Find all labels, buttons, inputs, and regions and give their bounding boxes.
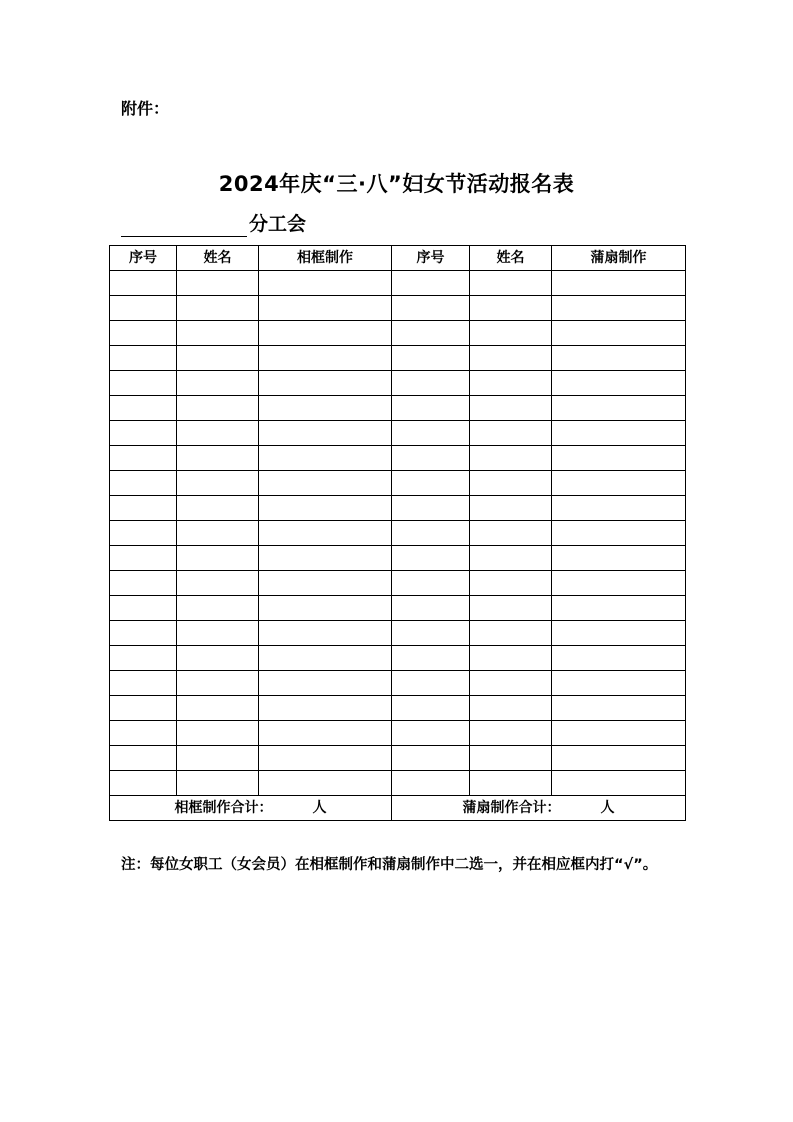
frame-check-cell[interactable] xyxy=(259,321,392,346)
serial-left-cell[interactable] xyxy=(110,696,177,721)
serial-left-cell[interactable] xyxy=(110,346,177,371)
fan-check-cell[interactable] xyxy=(552,521,686,546)
fan-check-cell[interactable] xyxy=(552,496,686,521)
serial-right-cell[interactable] xyxy=(392,496,470,521)
fan-check-cell[interactable] xyxy=(552,371,686,396)
name-right-cell[interactable] xyxy=(470,421,552,446)
table-row xyxy=(110,371,686,396)
name-left-cell[interactable] xyxy=(177,696,259,721)
serial-right-cell[interactable] xyxy=(392,546,470,571)
name-left-cell[interactable] xyxy=(177,296,259,321)
fan-check-cell[interactable] xyxy=(552,671,686,696)
frame-check-cell[interactable] xyxy=(259,471,392,496)
header-serial-left: 序号 xyxy=(110,246,177,271)
frame-check-cell[interactable] xyxy=(259,396,392,421)
frame-check-cell[interactable] xyxy=(259,521,392,546)
name-left-cell[interactable] xyxy=(177,771,259,796)
table-body xyxy=(110,271,686,796)
table-row xyxy=(110,496,686,521)
serial-right-cell[interactable] xyxy=(392,571,470,596)
serial-right-cell[interactable] xyxy=(392,521,470,546)
fan-check-cell[interactable] xyxy=(552,696,686,721)
serial-right-cell[interactable] xyxy=(392,746,470,771)
fan-check-cell[interactable] xyxy=(552,421,686,446)
header-serial-right: 序号 xyxy=(392,246,470,271)
table-row xyxy=(110,521,686,546)
table-row xyxy=(110,421,686,446)
name-left-cell[interactable] xyxy=(177,746,259,771)
table-row xyxy=(110,296,686,321)
serial-left-cell[interactable] xyxy=(110,371,177,396)
frame-check-cell[interactable] xyxy=(259,721,392,746)
serial-left-cell[interactable] xyxy=(110,771,177,796)
name-right-cell[interactable] xyxy=(470,696,552,721)
table-row xyxy=(110,446,686,471)
serial-right-cell[interactable] xyxy=(392,771,470,796)
frame-check-cell[interactable] xyxy=(259,496,392,521)
serial-right-cell[interactable] xyxy=(392,696,470,721)
fan-check-cell[interactable] xyxy=(552,621,686,646)
serial-right-cell[interactable] xyxy=(392,596,470,621)
fan-check-cell[interactable] xyxy=(552,596,686,621)
fan-check-cell[interactable] xyxy=(552,321,686,346)
name-right-cell[interactable] xyxy=(470,296,552,321)
serial-right-cell[interactable] xyxy=(392,296,470,321)
name-right-cell[interactable] xyxy=(470,521,552,546)
frame-check-cell[interactable] xyxy=(259,571,392,596)
frame-check-cell[interactable] xyxy=(259,746,392,771)
fan-check-cell[interactable] xyxy=(552,721,686,746)
name-left-cell[interactable] xyxy=(177,346,259,371)
serial-right-cell[interactable] xyxy=(392,671,470,696)
header-fan-making: 蒲扇制作 xyxy=(552,246,686,271)
attachment-label: 附件： xyxy=(121,99,170,118)
name-right-cell[interactable] xyxy=(470,571,552,596)
name-right-cell[interactable] xyxy=(470,771,552,796)
serial-left-cell[interactable] xyxy=(110,296,177,321)
frame-check-cell[interactable] xyxy=(259,771,392,796)
frame-check-cell[interactable] xyxy=(259,271,392,296)
header-name-left: 姓名 xyxy=(177,246,259,271)
name-left-cell[interactable] xyxy=(177,446,259,471)
frame-check-cell[interactable] xyxy=(259,671,392,696)
branch-suffix: 分工会 xyxy=(249,213,307,235)
serial-right-cell[interactable] xyxy=(392,471,470,496)
fan-check-cell[interactable] xyxy=(552,346,686,371)
table-row xyxy=(110,271,686,296)
serial-left-cell[interactable] xyxy=(110,546,177,571)
fan-check-cell[interactable] xyxy=(552,571,686,596)
name-right-cell[interactable] xyxy=(470,371,552,396)
table-row xyxy=(110,571,686,596)
serial-right-cell[interactable] xyxy=(392,446,470,471)
table-row xyxy=(110,746,686,771)
frame-check-cell[interactable] xyxy=(259,346,392,371)
serial-left-cell[interactable] xyxy=(110,321,177,346)
name-right-cell[interactable] xyxy=(470,396,552,421)
name-left-cell[interactable] xyxy=(177,571,259,596)
name-left-cell[interactable] xyxy=(177,421,259,446)
name-left-cell[interactable] xyxy=(177,521,259,546)
serial-left-cell[interactable] xyxy=(110,446,177,471)
name-right-cell[interactable] xyxy=(470,446,552,471)
name-left-cell[interactable] xyxy=(177,271,259,296)
table-row xyxy=(110,721,686,746)
name-left-cell[interactable] xyxy=(177,596,259,621)
serial-left-cell[interactable] xyxy=(110,646,177,671)
name-right-cell[interactable] xyxy=(470,646,552,671)
table-row xyxy=(110,546,686,571)
table-row xyxy=(110,346,686,371)
serial-left-cell[interactable] xyxy=(110,271,177,296)
fan-check-cell[interactable] xyxy=(552,646,686,671)
table-row xyxy=(110,596,686,621)
serial-right-cell[interactable] xyxy=(392,646,470,671)
frame-check-cell[interactable] xyxy=(259,446,392,471)
name-left-cell[interactable] xyxy=(177,321,259,346)
name-left-cell[interactable] xyxy=(177,471,259,496)
serial-left-cell[interactable] xyxy=(110,671,177,696)
frame-total-label: 相框制作合计： xyxy=(174,800,273,816)
table-row xyxy=(110,771,686,796)
fan-total-label: 蒲扇制作合计： xyxy=(462,800,561,816)
name-right-cell[interactable] xyxy=(470,321,552,346)
serial-left-cell[interactable] xyxy=(110,596,177,621)
frame-check-cell[interactable] xyxy=(259,546,392,571)
name-right-cell[interactable] xyxy=(470,496,552,521)
serial-right-cell[interactable] xyxy=(392,421,470,446)
name-right-cell[interactable] xyxy=(470,471,552,496)
table-row xyxy=(110,671,686,696)
frame-total-unit: 人 xyxy=(312,800,327,816)
table-row xyxy=(110,646,686,671)
serial-left-cell[interactable] xyxy=(110,471,177,496)
name-right-cell[interactable] xyxy=(470,621,552,646)
serial-left-cell[interactable] xyxy=(110,521,177,546)
serial-right-cell[interactable] xyxy=(392,271,470,296)
table-row xyxy=(110,696,686,721)
frame-check-cell[interactable] xyxy=(259,596,392,621)
name-left-cell[interactable] xyxy=(177,721,259,746)
serial-left-cell[interactable] xyxy=(110,721,177,746)
footnote: 注：每位女职工（女会员）在相框制作和蒲扇制作中二选一，并在相应框内打“√”。 xyxy=(121,857,658,873)
form-title: 2024年庆“三·八”妇女节活动报名表 xyxy=(218,172,575,196)
name-right-cell[interactable] xyxy=(470,721,552,746)
frame-check-cell[interactable] xyxy=(259,421,392,446)
name-left-cell[interactable] xyxy=(177,646,259,671)
fan-check-cell[interactable] xyxy=(552,396,686,421)
frame-check-cell[interactable] xyxy=(259,621,392,646)
frame-check-cell[interactable] xyxy=(259,646,392,671)
name-left-cell[interactable] xyxy=(177,671,259,696)
serial-left-cell[interactable] xyxy=(110,746,177,771)
fan-total-cell[interactable] xyxy=(392,796,686,821)
name-right-cell[interactable] xyxy=(470,546,552,571)
serial-right-cell[interactable] xyxy=(392,621,470,646)
frame-total-cell[interactable] xyxy=(110,796,392,821)
serial-left-cell[interactable] xyxy=(110,421,177,446)
fan-check-cell[interactable] xyxy=(552,271,686,296)
table-header-row xyxy=(110,246,686,271)
frame-check-cell[interactable] xyxy=(259,296,392,321)
table-row xyxy=(110,471,686,496)
serial-right-cell[interactable] xyxy=(392,721,470,746)
frame-check-cell[interactable] xyxy=(259,371,392,396)
header-frame-making: 相框制作 xyxy=(259,246,392,271)
frame-check-cell[interactable] xyxy=(259,696,392,721)
name-left-cell[interactable] xyxy=(177,496,259,521)
fan-check-cell[interactable] xyxy=(552,296,686,321)
signup-table xyxy=(109,245,686,821)
name-right-cell[interactable] xyxy=(470,346,552,371)
serial-left-cell[interactable] xyxy=(110,496,177,521)
fan-check-cell[interactable] xyxy=(552,446,686,471)
name-left-cell[interactable] xyxy=(177,546,259,571)
fan-check-cell[interactable] xyxy=(552,746,686,771)
serial-right-cell[interactable] xyxy=(392,321,470,346)
branch-union-line xyxy=(121,211,306,237)
table-row xyxy=(110,621,686,646)
name-left-cell[interactable] xyxy=(177,371,259,396)
serial-right-cell[interactable] xyxy=(392,371,470,396)
serial-left-cell[interactable] xyxy=(110,571,177,596)
serial-right-cell[interactable] xyxy=(392,396,470,421)
name-left-cell[interactable] xyxy=(177,621,259,646)
serial-left-cell[interactable] xyxy=(110,621,177,646)
fan-check-cell[interactable] xyxy=(552,546,686,571)
table-row xyxy=(110,321,686,346)
table-total-row xyxy=(110,796,686,821)
name-right-cell[interactable] xyxy=(470,671,552,696)
name-right-cell[interactable] xyxy=(470,596,552,621)
serial-right-cell[interactable] xyxy=(392,346,470,371)
name-right-cell[interactable] xyxy=(470,271,552,296)
table-row xyxy=(110,396,686,421)
serial-left-cell[interactable] xyxy=(110,396,177,421)
fan-total-unit: 人 xyxy=(600,800,615,816)
fan-check-cell[interactable] xyxy=(552,771,686,796)
fan-check-cell[interactable] xyxy=(552,471,686,496)
name-right-cell[interactable] xyxy=(470,746,552,771)
branch-name-blank[interactable] xyxy=(121,214,247,237)
header-name-right: 姓名 xyxy=(470,246,552,271)
name-left-cell[interactable] xyxy=(177,396,259,421)
